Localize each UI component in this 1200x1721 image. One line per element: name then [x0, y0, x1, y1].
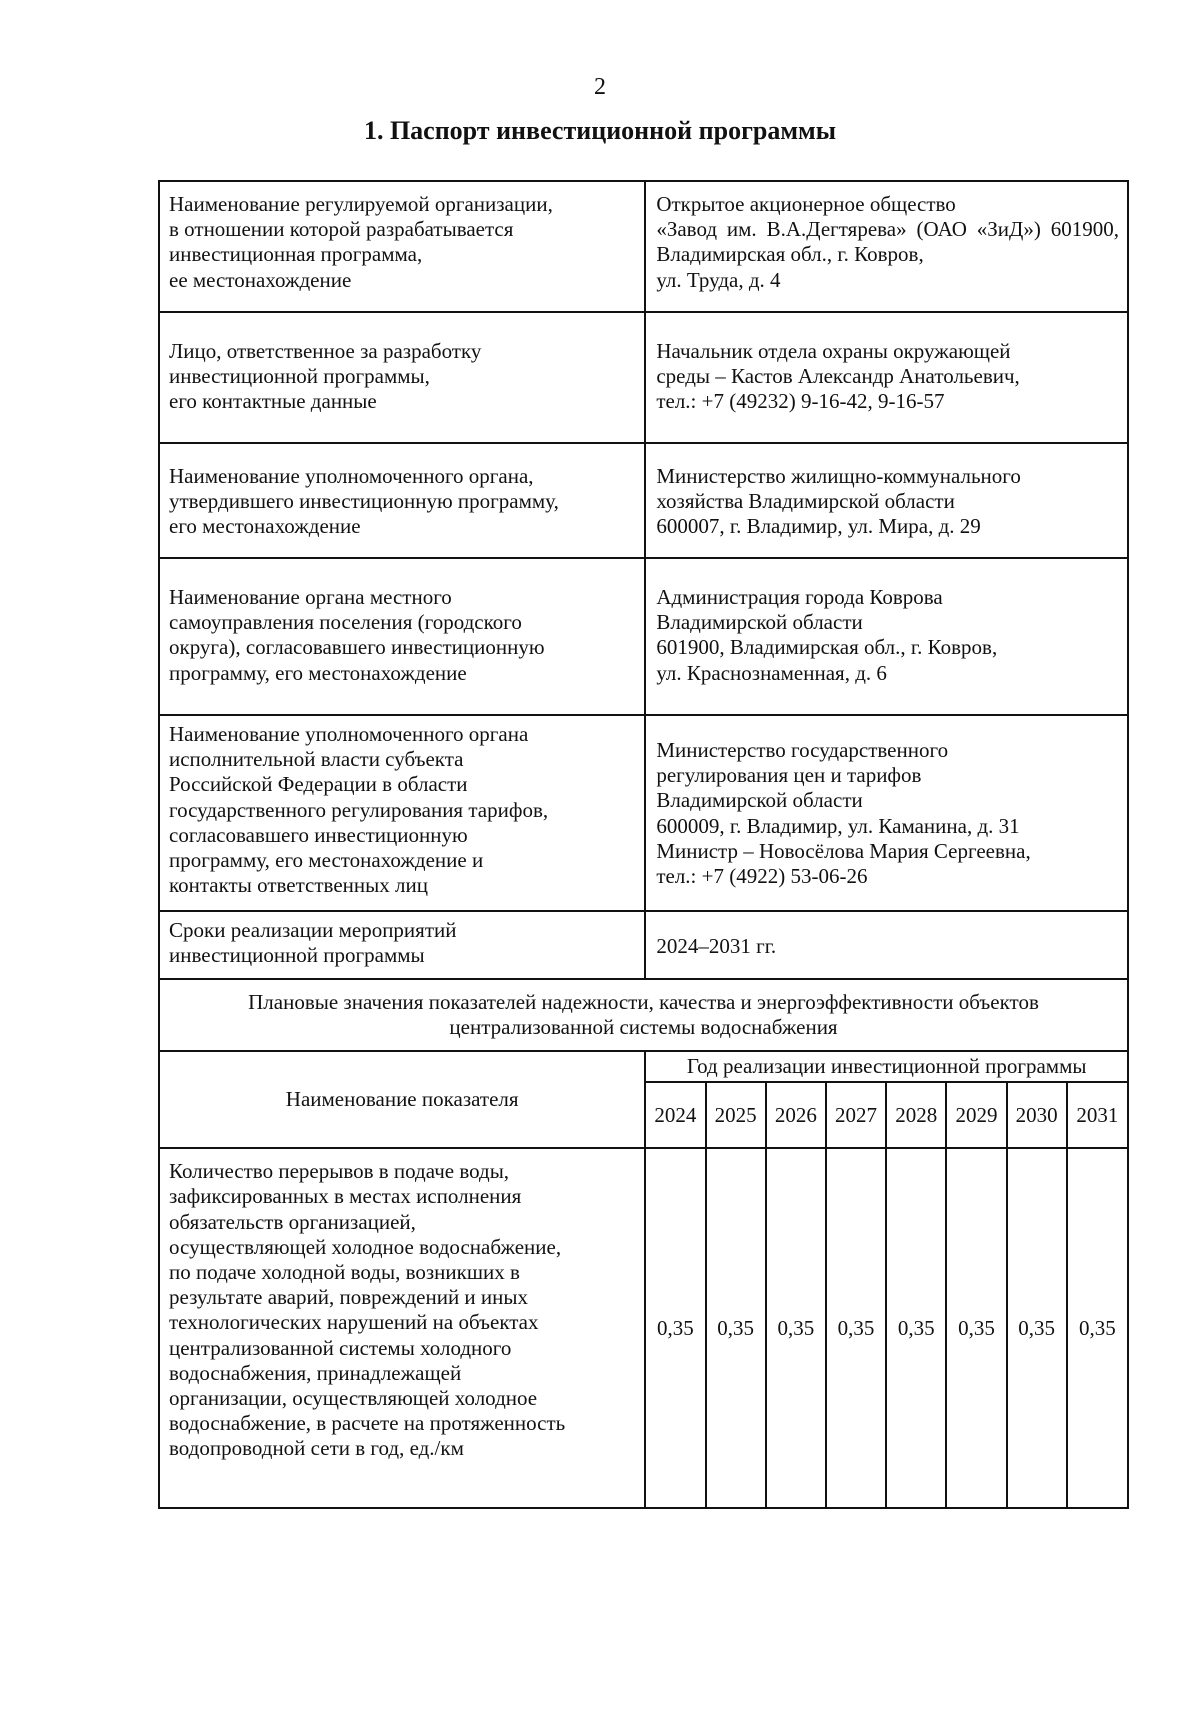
indicator-name: Количество перерывов в подаче воды, зафиксированных в местах исполнения обязательств организацией, осуществляющей холодное водоснабжение, по подаче холодной воды, возникших в результате аварий, повреждений и иных технологических нарушений на объектах централизованной системы холодного водоснабжения, принадлежащей организации, осуществляющей холодное водоснабжение, в расчете на протяженность водопроводной сети в год, ед./км	[159, 1148, 645, 1508]
year-cell: 2029	[946, 1082, 1006, 1148]
passport-row-local-government	[159, 558, 1128, 715]
indicator-name-header: Наименование показателя	[159, 1051, 645, 1148]
row-value: Открытое акционерное общество «Завод им. В.А.Дегтярева» (ОАО «ЗиД») 601900, Владимирская обл., г. Ковров, ул. Труда, д. 4	[645, 181, 1128, 312]
indicator-value: 0,35	[1007, 1148, 1067, 1508]
indicators-section-title: Плановые значения показателей надежности, качества и энергоэффективности объектов централизованной системы водоснабжения	[159, 979, 1128, 1051]
indicator-value: 0,35	[706, 1148, 766, 1508]
year-cell: 2024	[645, 1082, 705, 1148]
indicator-value: 0,35	[826, 1148, 886, 1508]
row-value: Министерство государственного регулирования цен и тарифов Владимирской области 600009, г. Владимир, ул. Каманина, д. 31 Министр – Новосёлова Мария Сергеевна, тел.: +7 (4922) 53-06-26	[645, 715, 1128, 911]
year-cell: 2026	[766, 1082, 826, 1148]
indicator-value: 0,35	[766, 1148, 826, 1508]
passport-row-approving-body	[159, 443, 1128, 558]
row-value: Министерство жилищно-коммунального хозяйства Владимирской области 600007, г. Владимир, ул. Мира, д. 29	[645, 443, 1128, 558]
passport-table	[158, 180, 1129, 1509]
indicator-value: 0,35	[1067, 1148, 1128, 1508]
row-label: Сроки реализации мероприятий инвестиционной программы	[159, 911, 645, 979]
page-number: 2	[594, 74, 606, 100]
year-cell: 2031	[1067, 1082, 1128, 1148]
year-cell: 2025	[706, 1082, 766, 1148]
indicator-row	[159, 1148, 1128, 1508]
year-cell: 2030	[1007, 1082, 1067, 1148]
passport-row-responsible-person	[159, 312, 1128, 443]
row-value: 2024–2031 гг.	[645, 911, 1128, 979]
years-header: Год реализации инвестиционной программы	[645, 1051, 1128, 1082]
indicator-value: 0,35	[946, 1148, 1006, 1508]
indicator-value: 0,35	[886, 1148, 946, 1508]
passport-row-organization	[159, 181, 1128, 312]
row-label: Лицо, ответственное за разработку инвестиционной программы, его контактные данные	[159, 312, 645, 443]
row-value: Начальник отдела охраны окружающей среды – Кастов Александр Анатольевич, тел.: +7 (49232) 9-16-42, 9-16-57	[645, 312, 1128, 443]
row-label: Наименование регулируемой организации, в отношении которой разрабатывается инвестиционная программа, ее местонахождение	[159, 181, 645, 312]
year-cell: 2027	[826, 1082, 886, 1148]
row-label: Наименование органа местного самоуправления поселения (городского округа), согласовавшего инвестиционную программу, его местонахождение	[159, 558, 645, 715]
year-cell: 2028	[886, 1082, 946, 1148]
indicators-header-row	[159, 1051, 1128, 1082]
passport-row-implementation-period	[159, 911, 1128, 979]
passport-row-tariff-regulator	[159, 715, 1128, 911]
page-title: 1. Паспорт инвестиционной программы	[363, 116, 837, 145]
indicators-section-row	[159, 979, 1128, 1051]
row-label: Наименование уполномоченного органа, утвердившего инвестиционную программу, его местонахождение	[159, 443, 645, 558]
row-label: Наименование уполномоченного органа исполнительной власти субъекта Российской Федерации в области государственного регулирования тарифов, согласовавшего инвестиционную программу, его местонахождение и контакты ответственных лиц	[159, 715, 645, 911]
indicator-value: 0,35	[645, 1148, 705, 1508]
row-value: Администрация города Коврова Владимирской области 601900, Владимирская обл., г. Ковров, ул. Краснознаменная, д. 6	[645, 558, 1128, 715]
